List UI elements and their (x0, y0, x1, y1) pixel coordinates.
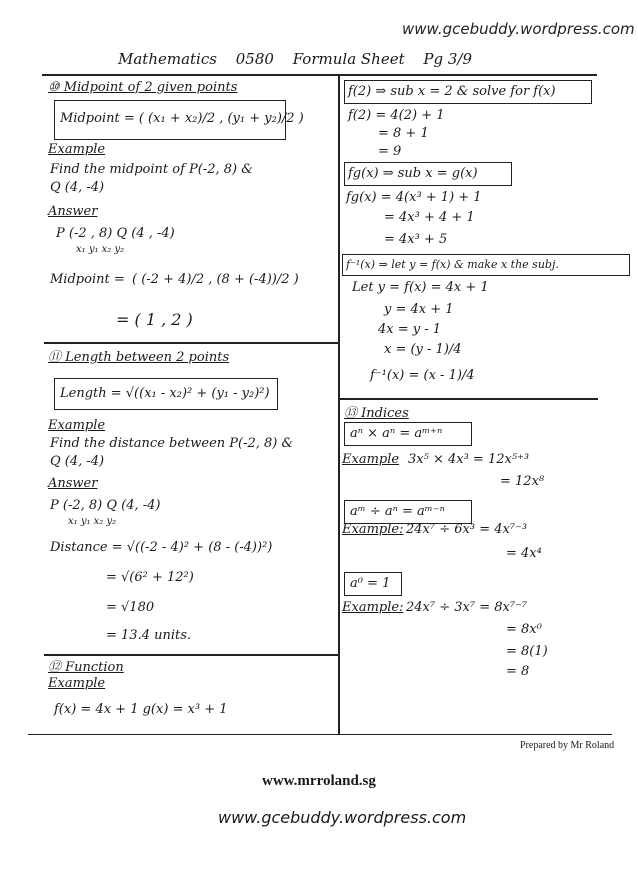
s11-example-label: Example (48, 418, 106, 433)
s11-distance-line2: = √(6² + 12²) (106, 570, 194, 585)
s13-rule3: a⁰ = 1 (350, 576, 391, 591)
s13-example3-step2: = 8(1) (506, 644, 548, 659)
s13-rule1: aⁿ × aⁿ = aᵐ⁺ⁿ (350, 426, 443, 441)
s10-points: P (-2 , 8) Q (4 , -4) (56, 226, 175, 241)
s10-example-label: Example (48, 142, 106, 157)
footer-site: www.mrroland.sg (262, 773, 376, 789)
s13-heading: ⑬ Indices (344, 406, 409, 421)
header-url: www.gcebuddy.wordpress.com (402, 20, 635, 38)
s13-example3-step1: = 8x⁰ (506, 622, 542, 637)
s13-example2-label: Example: (342, 522, 404, 537)
s11-question-line2: Q (4, -4) (50, 454, 105, 469)
s11-distance-line4: = 13.4 units. (106, 628, 192, 643)
finv-line4: x = (y - 1)/4 (384, 342, 462, 357)
s11-points: P (-2, 8) Q (4, -4) (50, 498, 161, 513)
s13-rule2: aᵐ ÷ aⁿ = aᵐ⁻ⁿ (350, 504, 445, 519)
s10-midpoint-calc: ( (-2 + 4)/2 , (8 + (-4))/2 ) (132, 272, 299, 287)
finv-line1: Let y = f(x) = 4x + 1 (352, 280, 489, 295)
title-sheet: Formula Sheet (292, 50, 405, 68)
s13-example2: 24x⁷ ÷ 6x³ = 4x⁷⁻³ (406, 522, 528, 537)
s13-example3-step3: = 8 (506, 664, 530, 679)
s11-variables: x₁ y₁ x₂ y₂ (68, 516, 117, 527)
s11-distance-line3: = √180 (106, 600, 155, 615)
s12-function-line: f(x) = 4x + 1 g(x) = x³ + 1 (54, 702, 228, 717)
s10-formula: Midpoint = ( (x₁ + x₂)/2 , (y₁ + y₂)/2 ) (60, 111, 304, 126)
bottom-rule (28, 734, 612, 735)
column-divider (338, 74, 340, 734)
s11-distance-line1: Distance = √((-2 - 4)² + (8 - (-4))²) (50, 540, 273, 555)
s13-example3: 24x⁷ ÷ 3x⁷ = 8x⁷⁻⁷ (406, 600, 528, 615)
f2-line2: = 8 + 1 (378, 126, 429, 141)
fg-line3: = 4x³ + 5 (384, 232, 448, 247)
s12-heading: ⑫ Function (48, 660, 124, 675)
f2-line3: = 9 (378, 144, 402, 159)
s11-answer-label: Answer (48, 476, 98, 491)
left-s10-bottom-rule (44, 342, 338, 344)
f2-rule: f(2) ⇒ sub x = 2 & solve for f(x) (348, 84, 556, 99)
right-finv-bottom-rule (338, 398, 598, 400)
s10-heading: ⑩ Midpoint of 2 given points (48, 80, 238, 95)
s13-example1-label: Example (342, 452, 400, 467)
s12-example-label: Example (48, 676, 106, 691)
s13-example1-result: = 12x⁸ (500, 474, 545, 489)
finv-line3: 4x = y - 1 (378, 322, 442, 337)
s10-result: = ( 1 , 2 ) (116, 310, 193, 329)
footer-url: www.gcebuddy.wordpress.com (218, 808, 467, 827)
page-title (118, 50, 486, 68)
s10-answer-label: Answer (48, 204, 98, 219)
s11-heading: ⑪ Length between 2 points (48, 350, 230, 365)
s13-example3-label: Example: (342, 600, 404, 615)
s13-example1: 3x⁵ × 4x³ = 12x⁵⁺³ (408, 452, 530, 467)
f2-line1: f(2) = 4(2) + 1 (348, 108, 445, 123)
s10-question-line2: Q (4, -4) (50, 180, 105, 195)
finv-rule: f⁻¹(x) ⇒ let y = f(x) & make x the subj. (346, 258, 559, 271)
finv-line5: f⁻¹(x) = (x - 1)/4 (370, 368, 475, 383)
s11-formula: Length = √((x₁ - x₂)² + (y₁ - y₂)²) (60, 386, 270, 401)
footer-credit: Prepared by Mr Roland (520, 740, 615, 751)
title-page: Pg 3/9 (423, 50, 473, 68)
title-subject: Mathematics (118, 50, 217, 68)
s10-variables: x₁ y₁ x₂ y₂ (76, 244, 125, 255)
s13-example2-result: = 4x⁴ (506, 546, 542, 561)
s10-midpoint-label: Midpoint = (50, 272, 125, 287)
fg-rule: fg(x) ⇒ sub x = g(x) (348, 166, 478, 181)
title-code: 0580 (235, 50, 274, 68)
top-rule (42, 74, 597, 76)
finv-line2: y = 4x + 1 (384, 302, 454, 317)
s11-question-line1: Find the distance between P(-2, 8) & (50, 436, 294, 451)
s10-question-line1: Find the midpoint of P(-2, 8) & (50, 162, 253, 177)
fg-line1: fg(x) = 4(x³ + 1) + 1 (346, 190, 482, 205)
fg-line2: = 4x³ + 4 + 1 (384, 210, 475, 225)
